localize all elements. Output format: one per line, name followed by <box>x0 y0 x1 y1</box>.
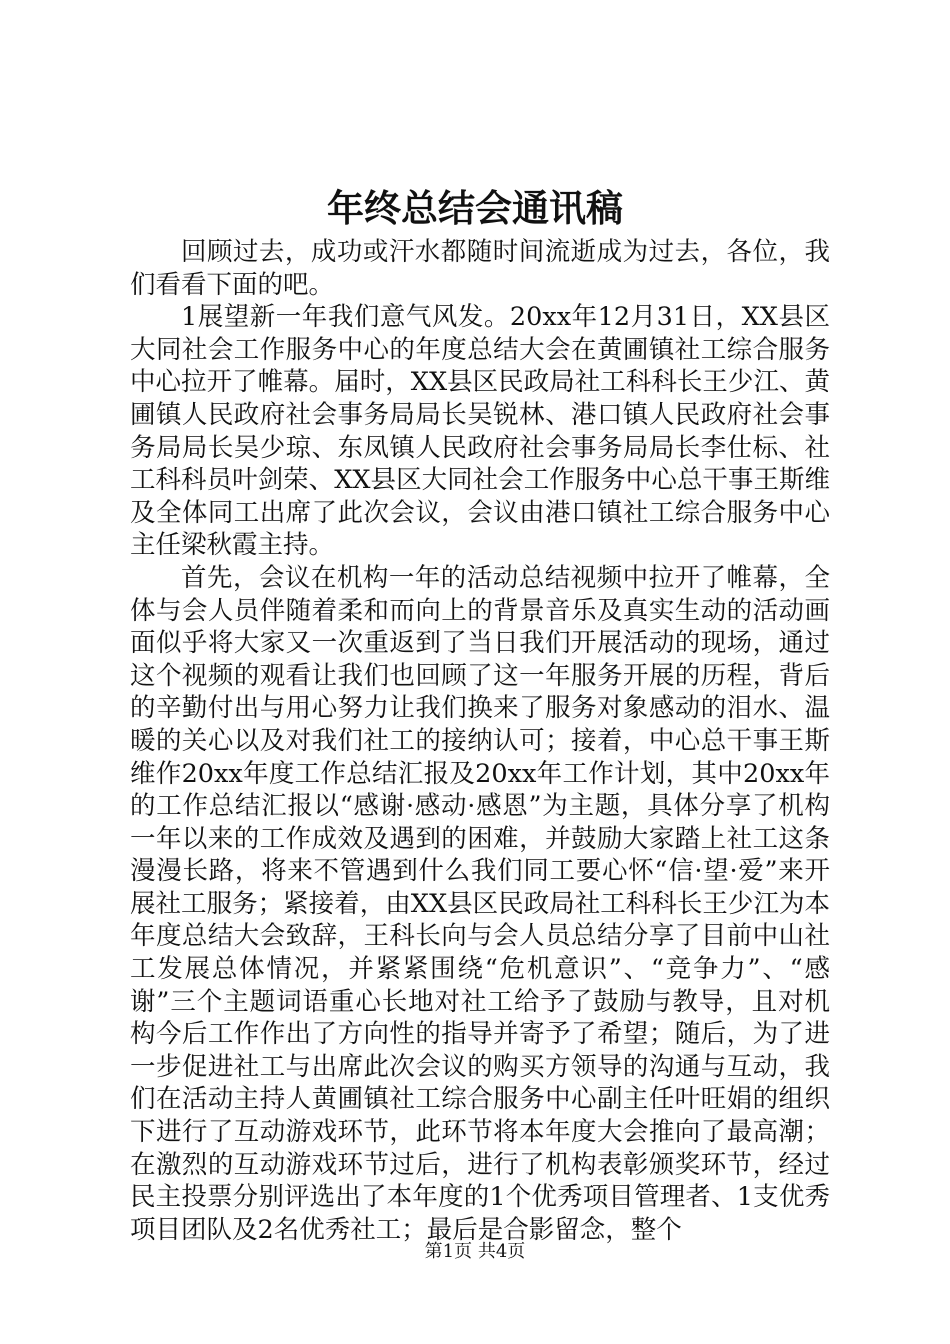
paragraph-intro: 回顾过去，成功或汗水都随时间流逝成为过去，各位，我们看看下面的吧。 <box>130 237 830 300</box>
page-title: 年终总结会通讯稿 <box>327 186 623 230</box>
paragraph-meeting-proceedings: 首先，会议在机构一年的活动总结视频中拉开了帷幕，全体与会人员伴随着柔和而向上的背景音乐及真实生动的活动画面似乎将大家又一次重返到了当日我们开展活动的现场，通过这个视频的观看让我们也回顾了这一年服务开展的历程，背后的辛勤付出与用心努力让我们换来了服务对象感动的泪水、温暖的关心以及对我们社工的接纳认可；接着，中心总干事王斯维作20xx年度工作总结汇报及20xx年工作计划，其中20xx年的工作总结汇报以“感谢·感动·感恩”为主题，具体分享了机构一年以来的工作成效及遇到的困难，并鼓励大家踏上社工这条漫漫长路，将来不管遇到什么我们同工要心怀“信·望·爱”来开展社工服务；紧接着，由XX县区民政局社工科科长王少江为本年度总结大会致辞，王科长向与会人员总结分享了目前中山社工发展总体情况，并紧紧围绕“危机意识”、“竞争力”、“感谢”三个主题词语重心长地对社工给予了鼓励与教导，且对机构今后工作作出了方向性的指导并寄予了希望；随后，为了进一步促进社工与出席此次会议的购买方领导的沟通与互动，我们在活动主持人黄圃镇社工综合服务中心副主任叶旺娟的组织下进行了互动游戏环节，此环节将本年度大会推向了最高潮；在激烈的互动游戏环节过后，进行了机构表彰颁奖环节，经过民主投票分别评选出了本年度的1个优秀项目管理者、1支优秀项目团队及2名优秀社工；最后是合影留念，整个 <box>130 562 830 1245</box>
document-body <box>130 236 830 1246</box>
page-number-footer: 第1页 共4页 <box>424 1241 526 1262</box>
paragraph-meeting-opening: 1展望新一年我们意气风发。20xx年12月31日，XX县区大同社会工作服务中心的年度总结大会在黄圃镇社工综合服务中心拉开了帷幕。届时，XX县区民政局社工科科长王少江、黄圃镇人民政府社会事务局局长吴锐林、港口镇人民政府社会事务局局长吴少琼、东凤镇人民政府社会事务局局长李仕标、社工科科员叶剑荣、XX县区大同社会工作服务中心总干事王斯维及全体同工出席了此次会议，会议由港口镇社工综合服务中心主任梁秋霞主持。 <box>130 302 830 561</box>
